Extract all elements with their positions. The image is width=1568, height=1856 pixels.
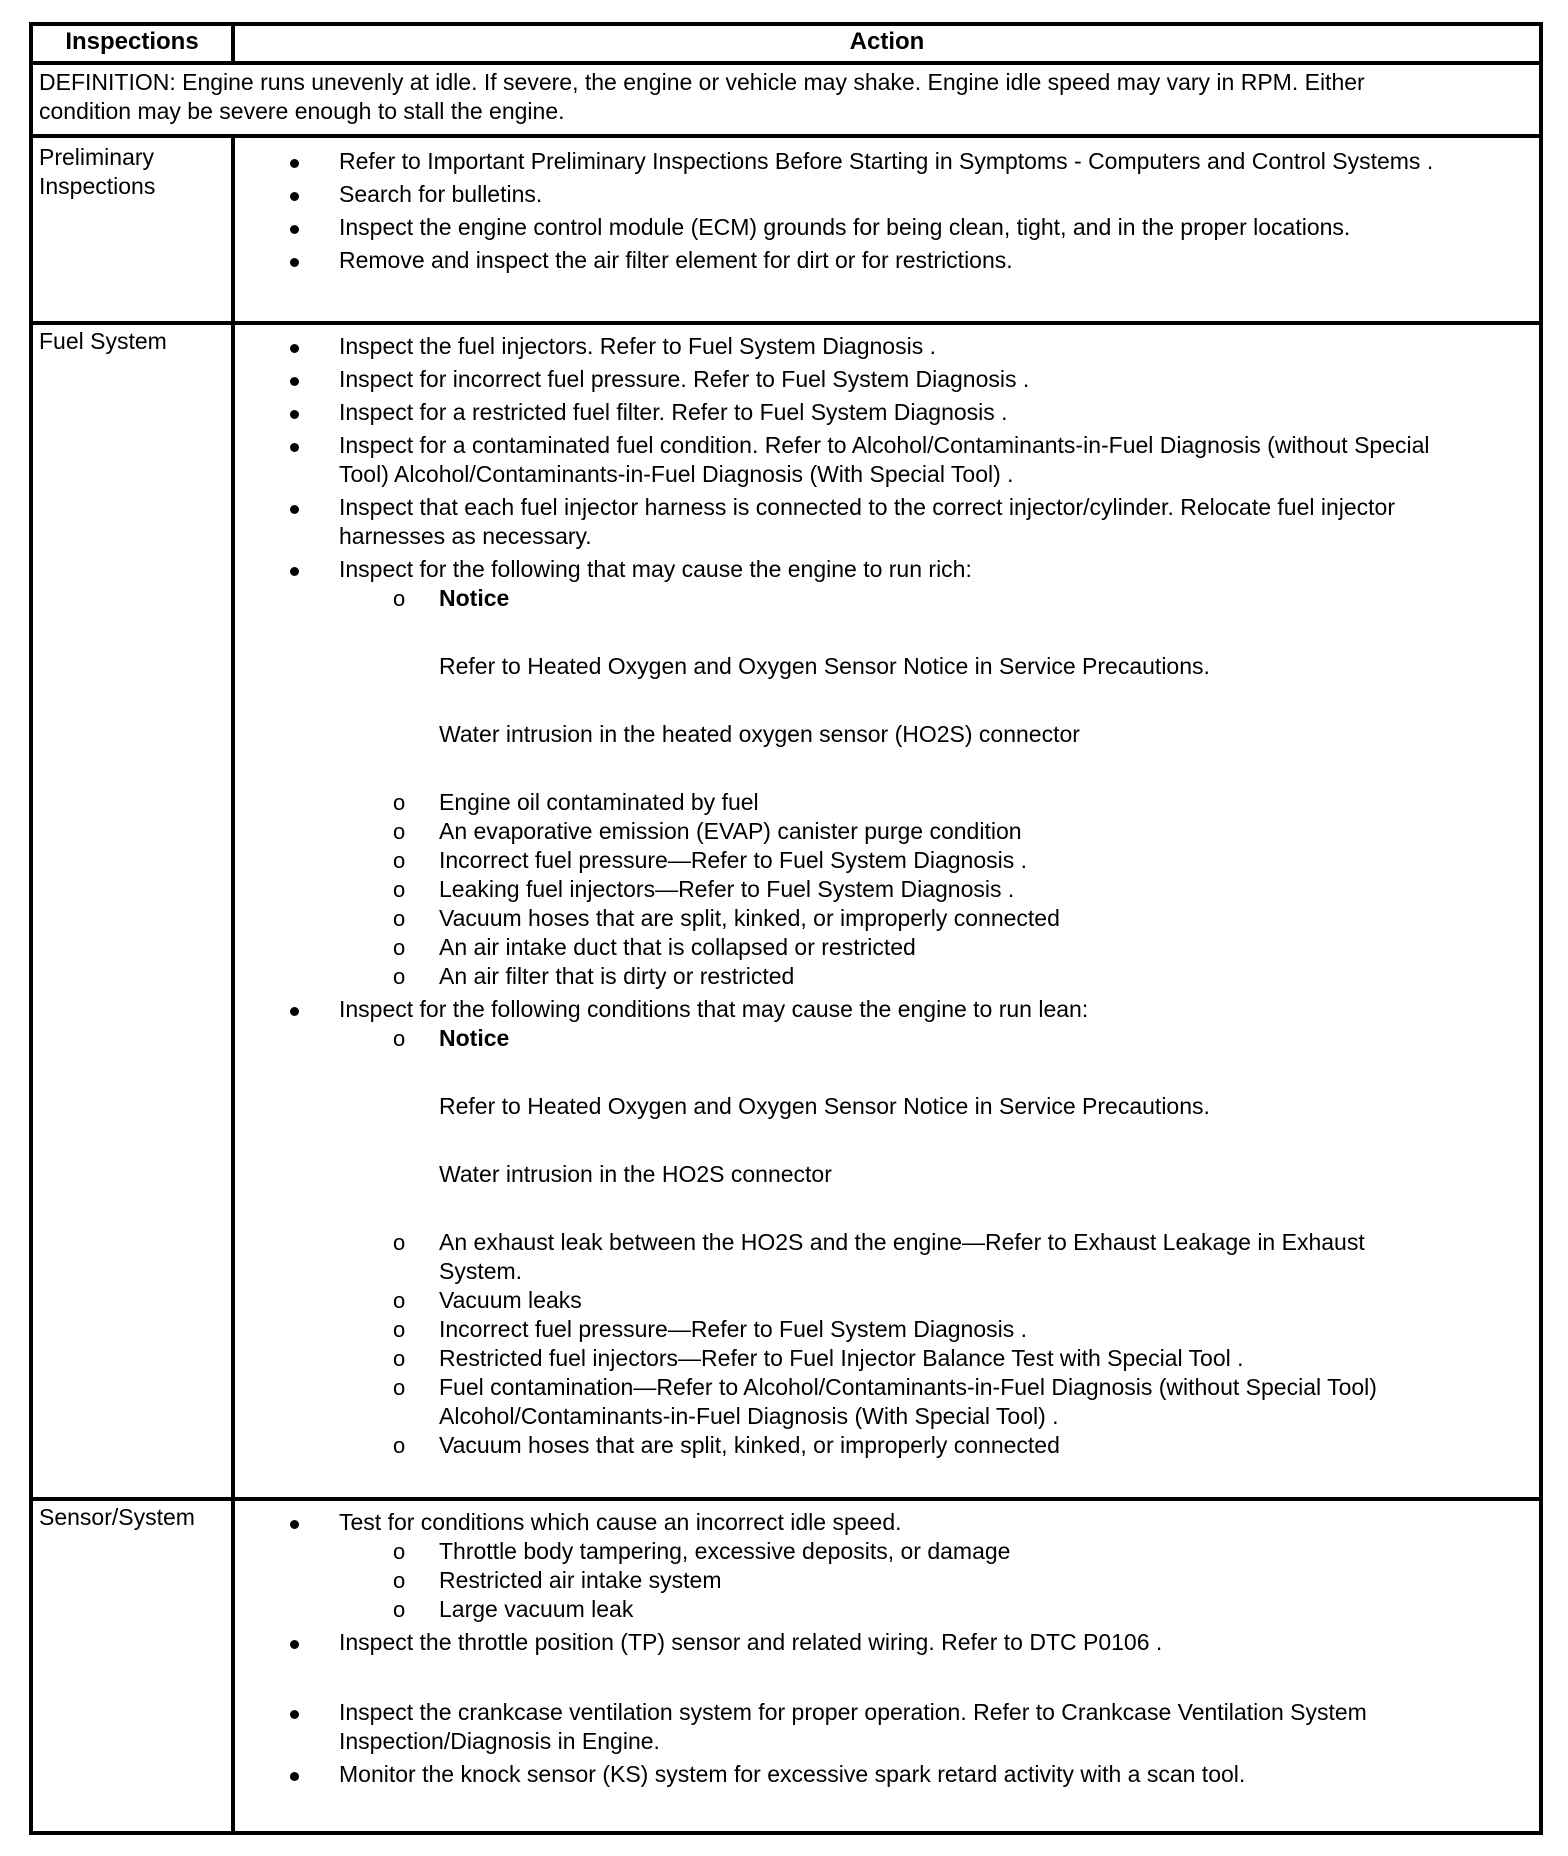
list-item: Search for bulletins. [339, 181, 543, 207]
sub-item: Incorrect fuel pressure—Refer to Fuel System Diagnosis . [439, 847, 1028, 873]
definition-line: condition may be severe enough to stall the engine. [39, 98, 565, 124]
bullet [290, 225, 299, 234]
label-preliminary [39, 143, 229, 201]
bullet [290, 159, 299, 168]
list-item: Remove and inspect the air filter element for dirt or for restrictions. [339, 247, 1013, 273]
row-divider [33, 1497, 1539, 1501]
label-sensor-system: Sensor/System [39, 1504, 195, 1530]
sub-item: An exhaust leak between the HO2S and the engine—Refer to Exhaust Leakage in Exhaust [439, 1229, 1365, 1255]
bullet [290, 344, 299, 353]
sub-item: Leaking fuel injectors—Refer to Fuel System Diagnosis . [439, 876, 1015, 902]
notice-text: Water intrusion in the HO2S connector [439, 1161, 832, 1187]
list-item: Inspect for a restricted fuel filter. Refer to Fuel System Diagnosis . [339, 399, 1008, 425]
list-item: Inspect for the following conditions that may cause the engine to run lean: [339, 996, 1089, 1022]
bullet [290, 1640, 299, 1649]
list-item: Inspect that each fuel injector harness is connected to the correct injector/cylinder. Relocate fuel injector [339, 494, 1396, 520]
sub-bullet: o [393, 1230, 406, 1255]
definition-line: DEFINITION: Engine runs unevenly at idle. If severe, the engine or vehicle may shake. Engine idle speed may vary in RPM. Either [39, 69, 1365, 95]
label-fuel-system: Fuel System [39, 328, 167, 354]
sub-bullet: o [393, 906, 406, 931]
sub-bullet: o [393, 935, 406, 960]
sub-bullet: o [393, 1568, 406, 1593]
label-line: Preliminary [39, 144, 155, 170]
bullet [290, 1710, 299, 1719]
sub-item: Large vacuum leak [439, 1596, 634, 1622]
bullet [290, 1520, 299, 1529]
list-item: Inspect the throttle position (TP) sensor and related wiring. Refer to DTC P0106 . [339, 1629, 1163, 1655]
label-line: Inspections [39, 173, 156, 199]
header-action: Action [849, 28, 925, 55]
sub-bullet: o [393, 1317, 406, 1342]
sub-bullet: o [393, 1375, 406, 1400]
bullet [290, 258, 299, 267]
bullet [290, 192, 299, 201]
sub-item: Fuel contamination—Refer to Alcohol/Contaminants-in-Fuel Diagnosis (without Special Tool) [439, 1374, 1377, 1400]
list-item: Inspect for incorrect fuel pressure. Refer to Fuel System Diagnosis . [339, 366, 1030, 392]
list-item: Monitor the knock sensor (KS) system for excessive spark retard activity with a scan tool. [339, 1761, 1246, 1787]
bullet [290, 505, 299, 514]
sub-bullet: o [393, 819, 406, 844]
inspection-table [29, 22, 1543, 1835]
sub-bullet: o [393, 964, 406, 989]
sub-item: Restricted fuel injectors—Refer to Fuel Injector Balance Test with Special Tool . [439, 1345, 1244, 1371]
sub-item-continued: Alcohol/Contaminants-in-Fuel Diagnosis (With Special Tool) . [439, 1403, 1059, 1429]
notice-heading: Notice [439, 585, 510, 611]
list-item: Inspect the engine control module (ECM) grounds for being clean, tight, and in the proper locations. [339, 214, 1351, 240]
bullet [290, 410, 299, 419]
list-item: Test for conditions which cause an incorrect idle speed. [339, 1509, 902, 1535]
sub-item: Incorrect fuel pressure—Refer to Fuel System Diagnosis . [439, 1316, 1028, 1342]
sub-item: Vacuum hoses that are split, kinked, or improperly connected [439, 1432, 1060, 1458]
list-item: Inspect for the following that may cause the engine to run rich: [339, 556, 972, 582]
sub-bullet: o [393, 1539, 406, 1564]
bullet [290, 443, 299, 452]
sub-bullet: o [393, 586, 406, 611]
row-divider [33, 61, 1539, 65]
sub-item: Throttle body tampering, excessive deposits, or damage [439, 1538, 1011, 1564]
row-divider [33, 134, 1539, 138]
notice-text: Water intrusion in the heated oxygen sensor (HO2S) connector [439, 721, 1080, 747]
sub-bullet: o [393, 790, 406, 815]
list-item-continued: Tool) Alcohol/Contaminants-in-Fuel Diagnosis (With Special Tool) . [339, 461, 1014, 487]
bullet [290, 567, 299, 576]
list-item: Inspect the fuel injectors. Refer to Fuel System Diagnosis . [339, 333, 936, 359]
sub-item-continued: System. [439, 1258, 523, 1284]
notice-text: Refer to Heated Oxygen and Oxygen Sensor Notice in Service Precautions. [439, 653, 1210, 679]
notice-text: Refer to Heated Oxygen and Oxygen Sensor Notice in Service Precautions. [439, 1093, 1210, 1119]
header-inspections: Inspections [65, 28, 199, 55]
sub-item: Vacuum hoses that are split, kinked, or improperly connected [439, 905, 1060, 931]
list-item-continued: Inspection/Diagnosis in Engine. [339, 1728, 660, 1754]
sub-item: An evaporative emission (EVAP) canister purge condition [439, 818, 1022, 844]
sub-bullet: o [393, 1346, 406, 1371]
column-divider-body [231, 137, 235, 1835]
bullet [290, 1772, 299, 1781]
sub-item: An air intake duct that is collapsed or restricted [439, 934, 916, 960]
sub-bullet: o [393, 1597, 406, 1622]
list-item: Refer to Important Preliminary Inspections Before Starting in Symptoms - Computers and Control Systems . [339, 148, 1434, 174]
bullet [290, 377, 299, 386]
list-item-continued: harnesses as necessary. [339, 523, 592, 549]
sub-bullet: o [393, 1026, 406, 1051]
list-item: Inspect the crankcase ventilation system for proper operation. Refer to Crankcase Ventilation System [339, 1699, 1367, 1725]
list-item: Inspect for a contaminated fuel condition. Refer to Alcohol/Contaminants-in-Fuel Diagnosis (without Special [339, 432, 1430, 458]
sub-item: Restricted air intake system [439, 1567, 722, 1593]
sub-item: Engine oil contaminated by fuel [439, 789, 759, 815]
sub-bullet: o [393, 848, 406, 873]
sub-bullet: o [393, 877, 406, 902]
row-divider [33, 321, 1539, 325]
sub-bullet: o [393, 1433, 406, 1458]
sub-bullet: o [393, 1288, 406, 1313]
notice-heading: Notice [439, 1025, 510, 1051]
sub-item: Vacuum leaks [439, 1287, 582, 1313]
sub-item: An air filter that is dirty or restricted [439, 963, 795, 989]
bullet [290, 1007, 299, 1016]
